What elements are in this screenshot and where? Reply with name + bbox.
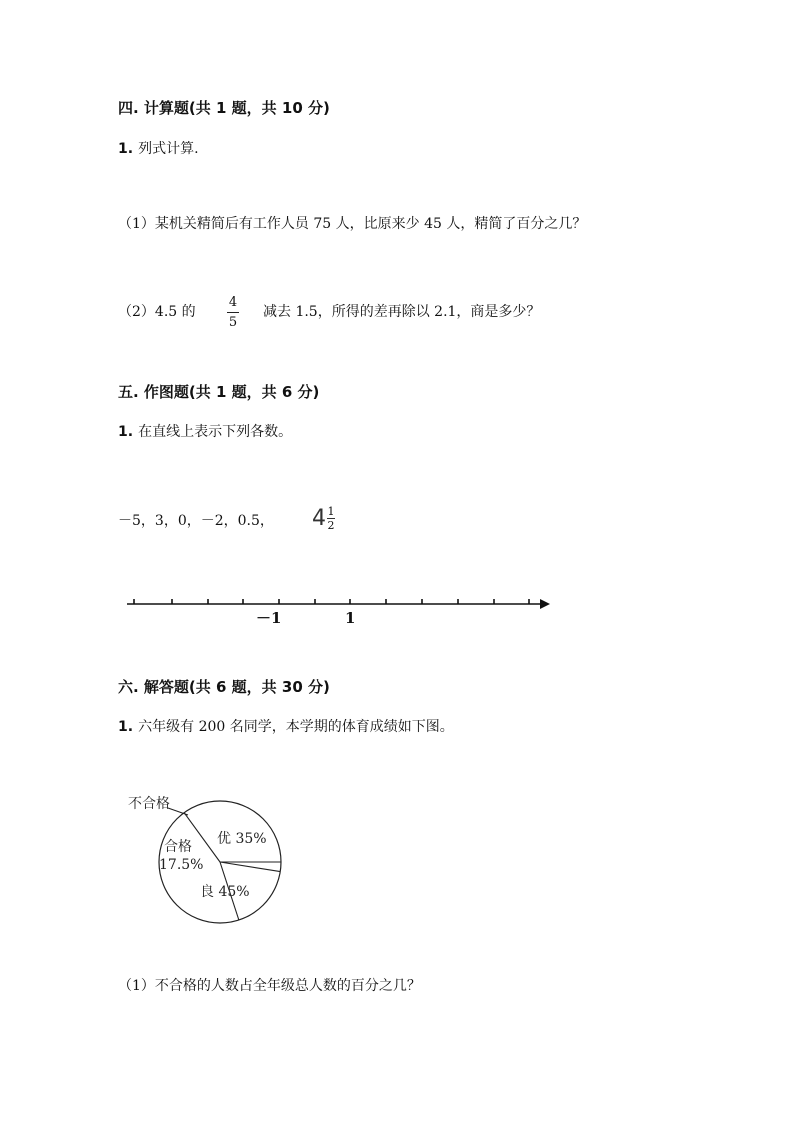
section-5-heading: 五. 作图题(共 1 题，共 6 分) xyxy=(118,383,320,401)
question-text: 六年级有 200 名同学，本学期的体育成绩如下图。 xyxy=(138,719,454,735)
mixed-number-denominator: 2 xyxy=(327,519,335,532)
fraction-numerator: 4 xyxy=(228,295,238,310)
slice-label-hege: 合格 xyxy=(164,839,192,855)
section-6-heading: 六. 解答题(共 6 题，共 30 分) xyxy=(118,678,330,696)
section-4-heading: 四. 计算题(共 1 题，共 10 分) xyxy=(118,99,330,117)
question-number: 1. xyxy=(118,141,134,157)
number-line xyxy=(0,590,794,630)
section-4-part-2-prefix: （2）4.5 的 xyxy=(118,304,196,320)
axis-label-positive-one: 1 xyxy=(345,609,356,627)
slice-label-you: 优 35% xyxy=(217,831,267,847)
pie-chart xyxy=(0,785,794,935)
section-5-question-1 xyxy=(118,421,292,441)
question-number: 1. xyxy=(118,424,134,440)
question-number: 1. xyxy=(118,719,134,735)
section-4-question-1 xyxy=(118,138,199,158)
number-line-arrow-icon xyxy=(540,599,550,609)
section-4-part-2-suffix: 减去 1.5，所得的差再除以 2.1，商是多少？ xyxy=(263,304,541,320)
question-text: 在直线上表示下列各数。 xyxy=(138,424,293,440)
slice-label-buliange: 不合格 xyxy=(128,796,170,812)
mixed-number xyxy=(312,506,335,531)
section-6-question-1 xyxy=(118,716,454,736)
section-4-part-1: （1）某机关精简后有工作人员 75 人，比原来少 45 人，精简了百分之几？ xyxy=(118,216,587,232)
mixed-number-whole: 4 xyxy=(312,506,326,531)
section-6-part-1: （1）不合格的人数占全年级总人数的百分之几？ xyxy=(118,978,421,994)
numbers-list: －5，3，0，－2，0.5， xyxy=(118,513,274,529)
question-text: 列式计算. xyxy=(138,141,199,157)
slice-label-liang: 良 45% xyxy=(200,884,250,900)
fraction-denominator: 5 xyxy=(228,315,238,330)
fraction-four-fifths xyxy=(227,296,239,329)
fraction-bar xyxy=(227,312,239,313)
mixed-number-fraction xyxy=(327,506,335,531)
mixed-number-numerator: 1 xyxy=(327,505,335,518)
axis-label-negative-one: －1 xyxy=(256,609,282,627)
slice-label-hege-percent: 17.5% xyxy=(159,857,204,873)
